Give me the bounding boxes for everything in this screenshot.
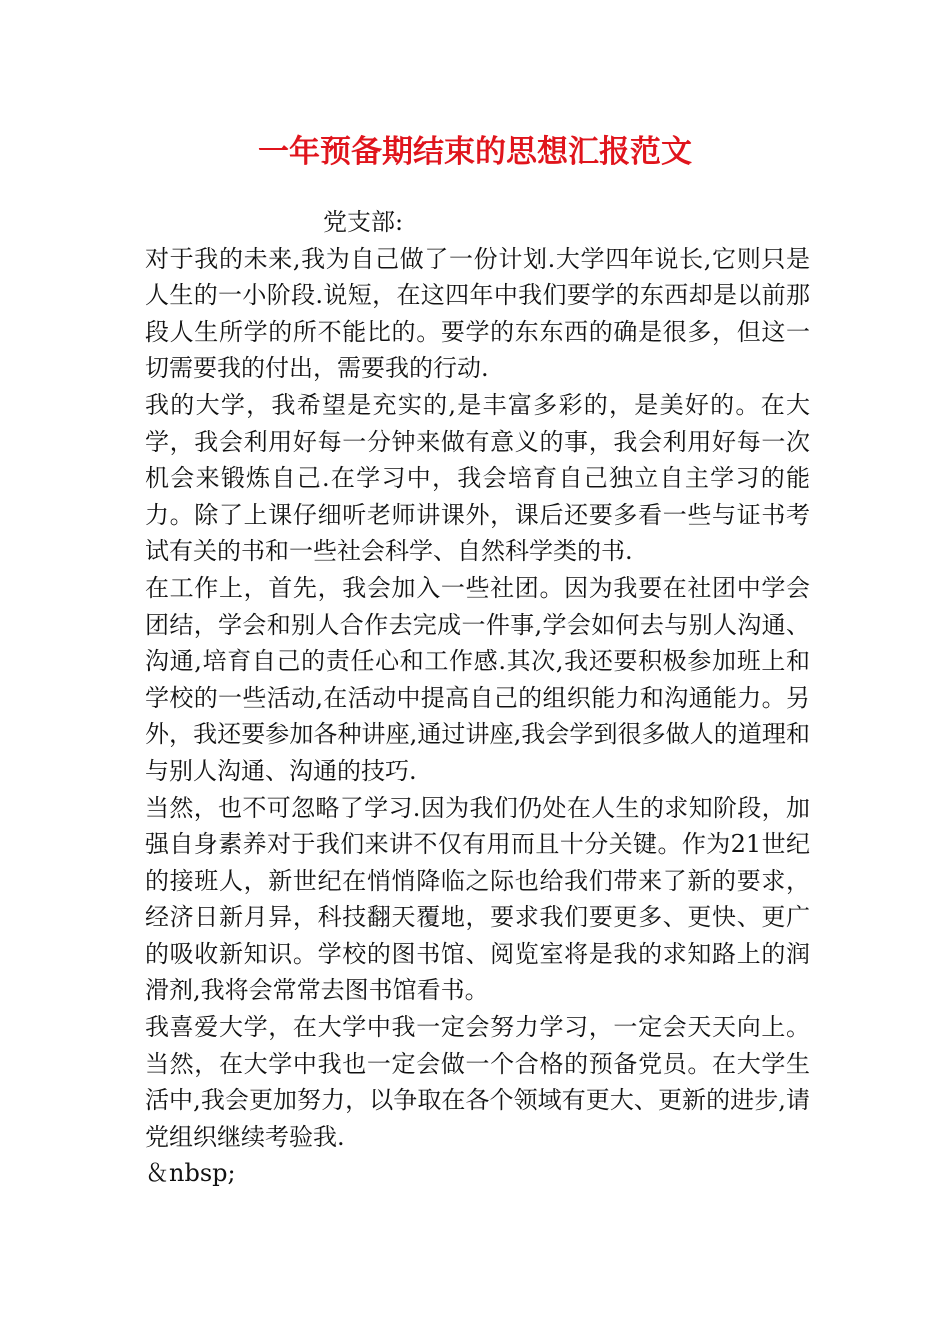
paragraph-6: ＆nbsp; xyxy=(145,1159,236,1188)
salutation: 党支部: xyxy=(323,208,404,236)
paragraph-1: 对于我的未来,我为自己做了一份计划.大学四年说长,它则只是人生的一小阶段.说短，在这四年中我们要学的东西却是以前那段人生所学的所不能比的。要学的东东西的确是很多，但这一切需要我的付出，需要我的行动. xyxy=(145,244,810,383)
document-body xyxy=(145,204,810,1192)
document-title: 一年预备期结束的思想汇报范文 xyxy=(258,134,692,170)
paragraph-5: 我喜爱大学，在大学中我一定会努力学习，一定会天天向上。当然，在大学中我也一定会做一个合格的预备党员。在大学生活中,我会更加努力，以争取在各个领域有更大、更新的进步,请党组织继续考验我. xyxy=(145,1013,810,1151)
paragraph-4: 当然，也不可忽略了学习.因为我们仍处在人生的求知阶段，加强自身素养对于我们来讲不仅有用而且十分关键。作为21世纪的接班人，新世纪在悄悄降临之际也给我们带来了新的要求，经济日新月异，科技翻天覆地，要求我们要更多、更快、更广的吸收新知识。学校的图书馆、阅览室将是我的求知路上的润滑剂,我将会常常去图书馆看书。 xyxy=(145,793,810,1005)
paragraph-3: 在工作上，首先，我会加入一些社团。因为我要在社团中学会团结，学会和别人合作去完成一件事,学会如何去与别人沟通、沟通,培育自己的责任心和工作感.其次,我还要积极参加班上和学校的一些活动,在活动中提高自己的组织能力和沟通能力。另外，我还要参加各种讲座,通过讲座,我会学到很多做人的道理和与别人沟通、沟通的技巧. xyxy=(145,573,810,785)
paragraph-2: 我的大学，我希望是充实的,是丰富多彩的，是美好的。在大学，我会利用好每一分钟来做有意义的事，我会利用好每一次机会来锻炼自己.在学习中，我会培育自己独立自主学习的能力。除了上课仔细听老师讲课外，课后还要多看一些与证书考试有关的书和一些社会科学、自然科学类的书. xyxy=(145,390,810,566)
